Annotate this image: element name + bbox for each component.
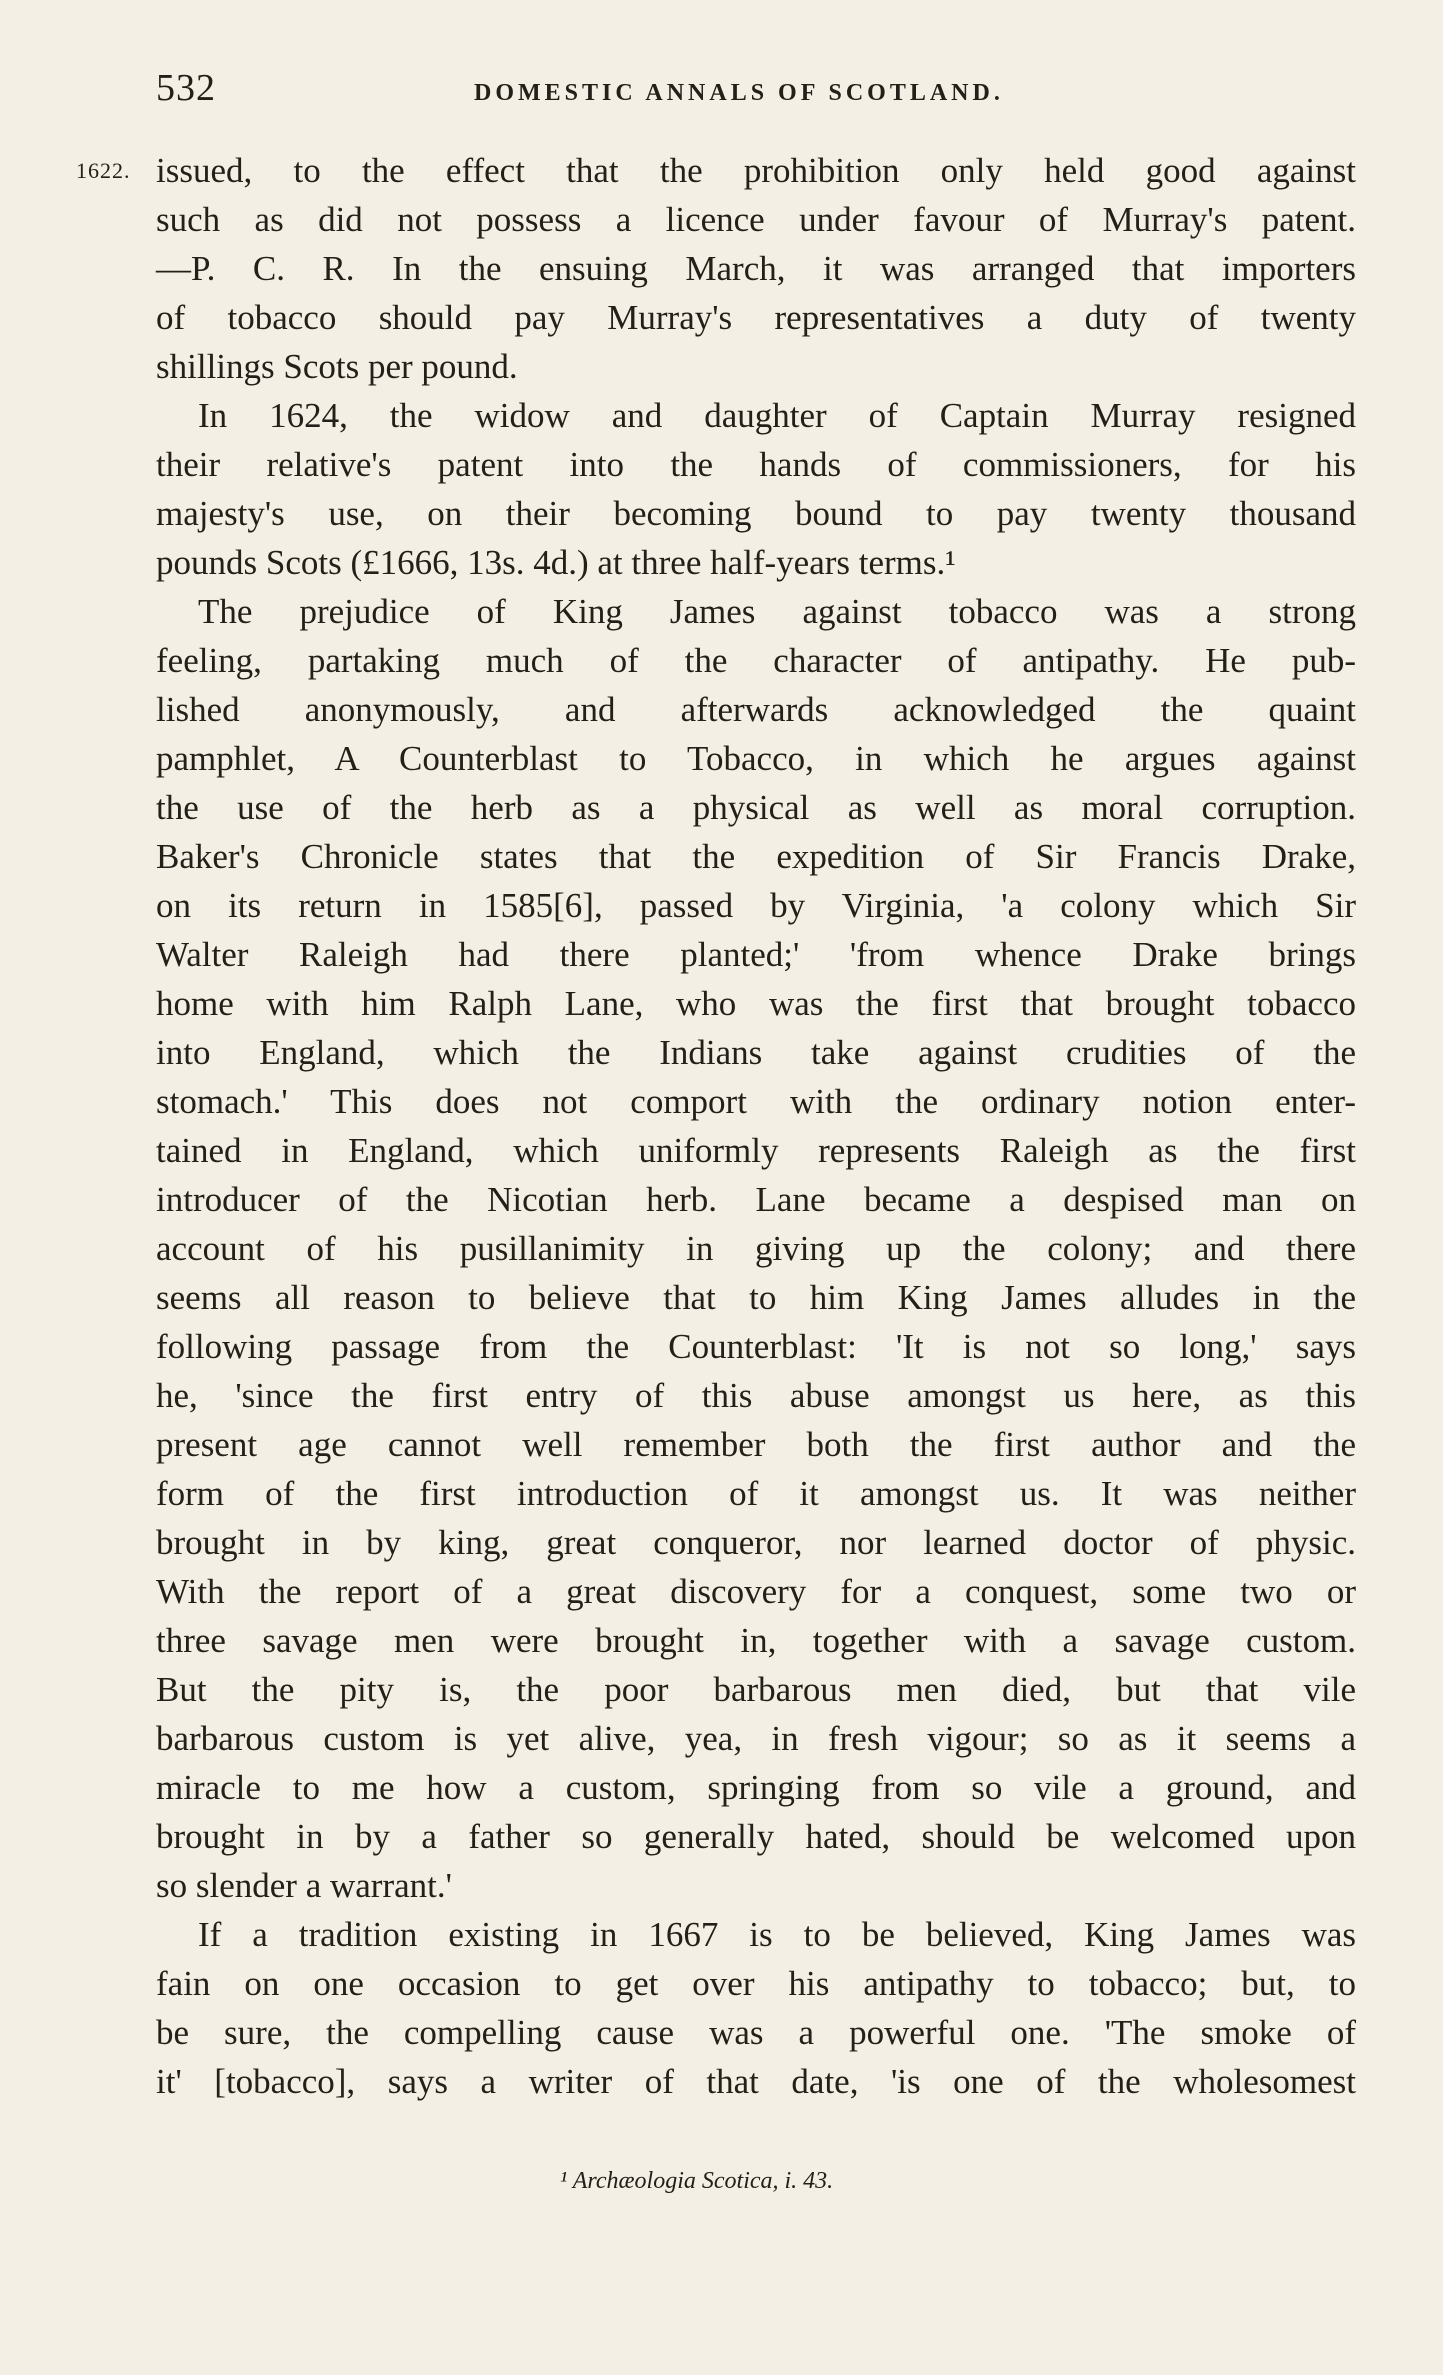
text-line: such as did not possess a licence under favour of Murray's patent. [156, 200, 1356, 239]
paragraph [156, 146, 1356, 391]
footnote: ¹ Archæologia Scotica, i. 43. [560, 2168, 834, 2194]
text-line: brought in by king, great conqueror, nor learned doctor of physic. [156, 1523, 1356, 1562]
text-line: shillings Scots per pound. [156, 347, 518, 386]
text-line: so slender a warrant.' [156, 1866, 452, 1905]
page-number: 532 [156, 67, 216, 109]
text-line: home with him Ralph Lane, who was the first that brought tobacco [156, 984, 1356, 1023]
text-line: But the pity is, the poor barbarous men died, but that vile [156, 1670, 1356, 1709]
text-line: account of his pusillanimity in giving up the colony; and there [156, 1229, 1356, 1268]
text-line: it' [tobacco], says a writer of that date, 'is one of the wholesomest [156, 2062, 1356, 2101]
text-line: majesty's use, on their becoming bound to pay twenty thousand [156, 494, 1356, 533]
text-line: pamphlet, A Counterblast to Tobacco, in which he argues against [156, 739, 1356, 778]
text-line: barbarous custom is yet alive, yea, in fresh vigour; so as it seems a [156, 1719, 1356, 1758]
text-line: on its return in 1585[6], passed by Virginia, 'a colony which Sir [156, 886, 1356, 925]
text-line: feeling, partaking much of the character of antipathy. He pub- [156, 641, 1356, 680]
text-line: miracle to me how a custom, springing from so vile a ground, and [156, 1768, 1356, 1807]
text-line: be sure, the compelling cause was a powerful one. 'The smoke of [156, 2013, 1356, 2052]
text-line: If a tradition existing in 1667 is to be believed, King James was [198, 1915, 1356, 1954]
text-line: issued, to the effect that the prohibition only held good against [156, 151, 1356, 190]
text-line: present age cannot well remember both the first author and the [156, 1425, 1356, 1464]
text-line: In 1624, the widow and daughter of Captain Murray resigned [198, 396, 1356, 435]
text-line: their relative's patent into the hands of commissioners, for his [156, 445, 1356, 484]
text-line: he, 'since the first entry of this abuse amongst us here, as this [156, 1376, 1356, 1415]
text-line: —P. C. R. In the ensuing March, it was arranged that importers [156, 249, 1356, 288]
running-title: DOMESTIC ANNALS OF SCOTLAND. [474, 80, 1004, 106]
text-line: following passage from the Counterblast: 'It is not so long,' says [156, 1327, 1356, 1366]
text-line: form of the first introduction of it amongst us. It was neither [156, 1474, 1356, 1513]
text-line: fain on one occasion to get over his antipathy to tobacco; but, to [156, 1964, 1356, 2003]
body-text [156, 146, 1356, 2106]
text-line: lished anonymously, and afterwards acknowledged the quaint [156, 690, 1356, 729]
text-line: of tobacco should pay Murray's representatives a duty of twenty [156, 298, 1356, 337]
paragraph [156, 391, 1356, 587]
text-line: stomach.' This does not comport with the ordinary notion enter- [156, 1082, 1356, 1121]
text-line: pounds Scots (£1666, 13s. 4d.) at three half-years terms.¹ [156, 543, 956, 582]
text-line: seems all reason to believe that to him King James alludes in the [156, 1278, 1356, 1317]
text-line: the use of the herb as a physical as well as moral corruption. [156, 788, 1356, 827]
text-line: introducer of the Nicotian herb. Lane became a despised man on [156, 1180, 1356, 1219]
text-line: Walter Raleigh had there planted;' 'from whence Drake brings [156, 935, 1356, 974]
text-line: three savage men were brought in, together with a savage custom. [156, 1621, 1356, 1660]
text-line: The prejudice of King James against tobacco was a strong [198, 592, 1356, 631]
text-line: With the report of a great discovery for a conquest, some two or [156, 1572, 1356, 1611]
text-line: Baker's Chronicle states that the expedition of Sir Francis Drake, [156, 837, 1356, 876]
text-line: tained in England, which uniformly represents Raleigh as the first [156, 1131, 1356, 1170]
paragraph [156, 587, 1356, 1910]
margin-year-note: 1622. [76, 158, 131, 183]
text-line: into England, which the Indians take against crudities of the [156, 1033, 1356, 1072]
text-line: brought in by a father so generally hated, should be welcomed upon [156, 1817, 1356, 1856]
page-header [156, 66, 1356, 126]
paragraph [156, 1910, 1356, 2106]
